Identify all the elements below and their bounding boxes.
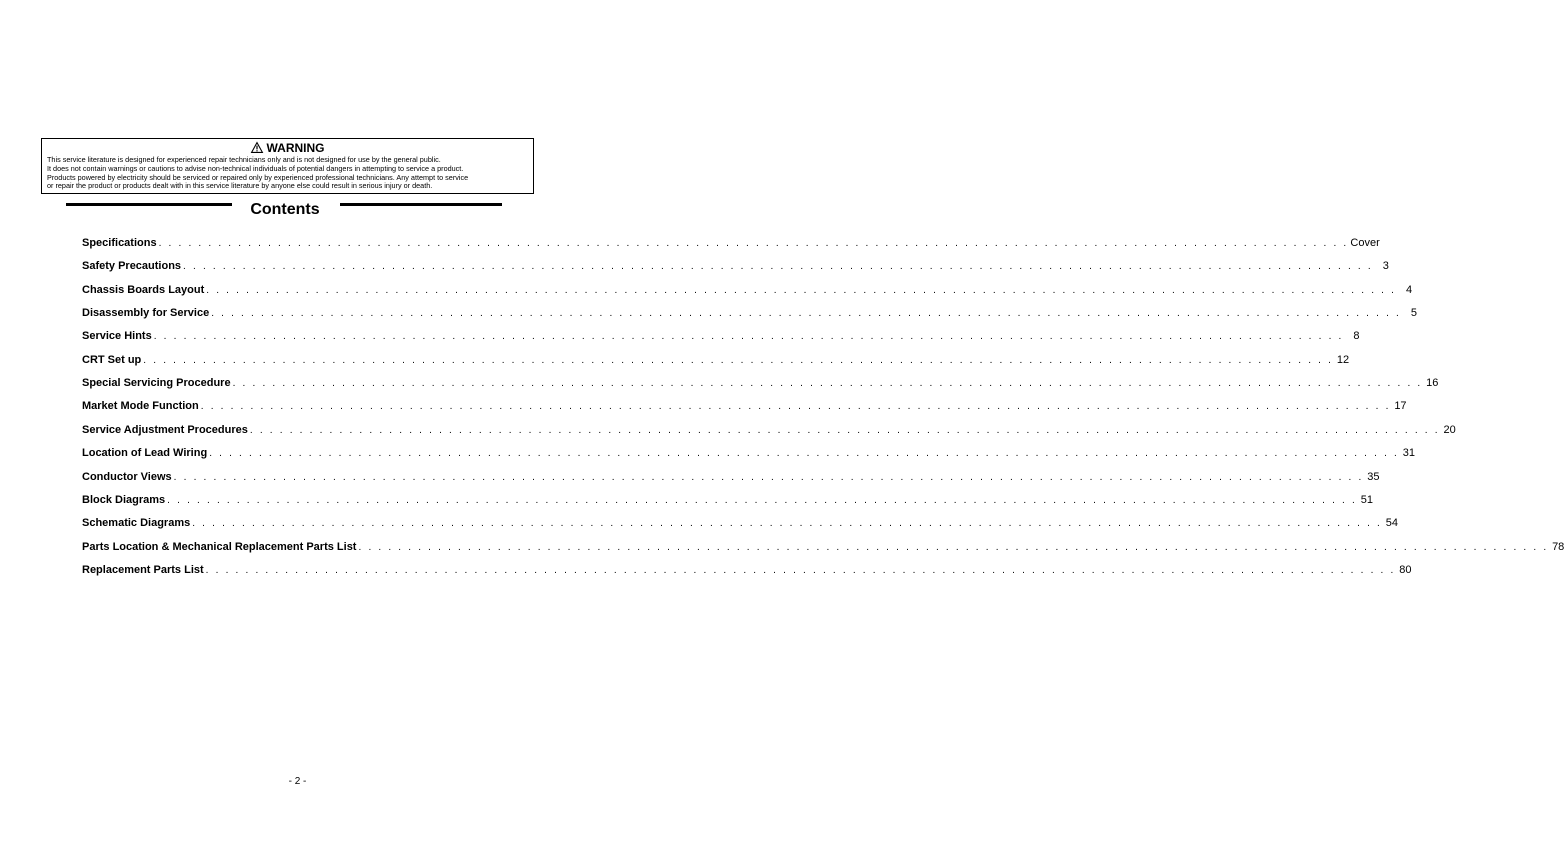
toc-entry-page: 16 bbox=[1426, 377, 1439, 390]
toc-entry[interactable] bbox=[82, 423, 1456, 437]
toc-entry-page: 12 bbox=[1336, 353, 1350, 366]
toc-dot-leader: . . . . . . . . . . . . . . . . . . . . . . . . . . . . . . . . . . . . . . . . . . . . . . . . . . . . . . . . . . . . . . . . . . . . . . . . . . . . . . . . . . . . . . . . . . . . . . . . . . . . . . . . . . . . . . . . . . . . . . . . bbox=[358, 541, 1549, 553]
toc-entry-label: Disassembly for Service bbox=[82, 307, 210, 320]
toc-entry[interactable] bbox=[82, 329, 1360, 343]
warning-title: WARNING bbox=[266, 141, 325, 155]
toc-dot-leader: . . . . . . . . . . . . . . . . . . . . . . . . . . . . . . . . . . . . . . . . . . . . . . . . . . . . . . . . . . . . . . . . . . . . . . . . . . . . . . . . . . . . . . . . . . . . . . . . . . . . . . . . . . . . . . . . . . . . . . . . bbox=[158, 238, 1349, 249]
warning-triangle-icon bbox=[251, 142, 263, 156]
toc-dot-leader: . . . . . . . . . . . . . . . . . . . . . . . . . . . . . . . . . . . . . . . . . . . . . . . . . . . . . . . . . . . . . . . . . . . . . . . . . . . . . . . . . . . . . . . . . . . . . . . . . . . . . . . . . . . . . . . . . . . . . . . . bbox=[249, 424, 1440, 436]
toc-entry-page: 35 bbox=[1367, 470, 1380, 483]
toc-entry-page: 8 bbox=[1353, 330, 1360, 343]
warning-line: or repair the product or products dealt with in this service literature by anyone else could result in serious injury or death. bbox=[47, 181, 433, 191]
toc-entry-page: 3 bbox=[1382, 260, 1389, 273]
toc-entry-page: 17 bbox=[1394, 400, 1407, 413]
toc-entry-label: Block Diagrams bbox=[82, 493, 166, 506]
toc-entry-label: Replacement Parts List bbox=[82, 563, 204, 576]
toc-entry[interactable] bbox=[82, 399, 1407, 413]
toc-dot-leader: . . . . . . . . . . . . . . . . . . . . . . . . . . . . . . . . . . . . . . . . . . . . . . . . . . . . . . . . . . . . . . . . . . . . . . . . . . . . . . . . . . . . . . . . . . . . . . . . . . . . . . . . . . . . . . . . . . . . . . . . bbox=[232, 378, 1423, 390]
toc-entry[interactable] bbox=[82, 283, 1413, 297]
toc-entry-page: 78 bbox=[1552, 540, 1564, 553]
warning-text bbox=[47, 156, 537, 191]
toc-entry-page: 80 bbox=[1399, 563, 1412, 576]
toc-entry[interactable] bbox=[82, 376, 1439, 390]
toc-dot-leader: . . . . . . . . . . . . . . . . . . . . . . . . . . . . . . . . . . . . . . . . . . . . . . . . . . . . . . . . . . . . . . . . . . . . . . . . . . . . . . . . . . . . . . . . . . . . . . . . . . . . . . . . . . . . . . . . . . . . . . . . bbox=[143, 354, 1334, 366]
toc-entry-label: Service Hints bbox=[82, 330, 152, 343]
toc-entry-label: Schematic Diagrams bbox=[82, 517, 191, 530]
toc-entry-label: Market Mode Function bbox=[82, 400, 199, 413]
warning-line: Products powered by electricity should be serviced or repaired only by experienced professional technicians. Any attempt to service bbox=[47, 172, 469, 182]
toc-entry-label: Parts Location & Mechanical Replacement Parts List bbox=[82, 540, 357, 553]
toc-entry-label: CRT Set up bbox=[82, 353, 142, 366]
toc-entry-page: 5 bbox=[1410, 307, 1418, 320]
toc-entry-label: Location of Lead Wiring bbox=[82, 447, 208, 460]
toc-dot-leader: . . . . . . . . . . . . . . . . . . . . . . . . . . . . . . . . . . . . . . . . . . . . . . . . . . . . . . . . . . . . . . . . . . . . . . . . . . . . . . . . . . . . . . . . . . . . . . . . . . . . . . . . . . . . . . . . . . . . . . . . bbox=[167, 494, 1357, 506]
page-number: - 2 - bbox=[288, 776, 307, 787]
toc-entry-label: Special Servicing Procedure bbox=[82, 377, 231, 390]
toc-entry-page: 54 bbox=[1385, 517, 1399, 530]
toc-entry[interactable] bbox=[82, 516, 1399, 530]
toc-entry[interactable] bbox=[82, 259, 1389, 273]
toc-entry-page: Cover bbox=[1350, 237, 1380, 249]
toc-dot-leader: . . . . . . . . . . . . . . . . . . . . . . . . . . . . . . . . . . . . . . . . . . . . . . . . . . . . . . . . . . . . . . . . . . . . . . . . . . . . . . . . . . . . . . . . . . . . . . . . . . . . . . . . . . . . . . . . . . . . . . . . bbox=[209, 448, 1400, 460]
toc-dot-leader: . . . . . . . . . . . . . . . . . . . . . . . . . . . . . . . . . . . . . . . . . . . . . . . . . . . . . . . . . . . . . . . . . . . . . . . . . . . . . . . . . . . . . . . . . . . . . . . . . . . . . . . . . . . . . . . . . . . . . . . . bbox=[153, 331, 1344, 343]
contents-title: Contents bbox=[250, 201, 320, 218]
toc-dot-leader: . . . . . . . . . . . . . . . . . . . . . . . . . . . . . . . . . . . . . . . . . . . . . . . . . . . . . . . . . . . . . . . . . . . . . . . . . . . . . . . . . . . . . . . . . . . . . . . . . . . . . . . . . . . . . . . . . . . . . . . . bbox=[173, 471, 1364, 483]
toc-entry-page: 4 bbox=[1405, 283, 1413, 296]
toc-dot-leader: . . . . . . . . . . . . . . . . . . . . . . . . . . . . . . . . . . . . . . . . . . . . . . . . . . . . . . . . . . . . . . . . . . . . . . . . . . . . . . . . . . . . . . . . . . . . . . . . . . . . . . . . . . . . . . . . . . . . . . . . bbox=[206, 284, 1397, 296]
toc-dot-leader: . . . . . . . . . . . . . . . . . . . . . . . . . . . . . . . . . . . . . . . . . . . . . . . . . . . . . . . . . . . . . . . . . . . . . . . . . . . . . . . . . . . . . . . . . . . . . . . . . . . . . . . . . . . . . . . . . . . . . . . . bbox=[205, 564, 1396, 576]
toc-entry-page: 31 bbox=[1402, 447, 1416, 460]
toc-entry[interactable] bbox=[82, 540, 1564, 554]
toc-entry-label: Conductor Views bbox=[82, 470, 172, 483]
toc-entry[interactable] bbox=[82, 353, 1350, 367]
warning-heading bbox=[42, 142, 533, 156]
toc-dot-leader: . . . . . . . . . . . . . . . . . . . . . . . . . . . . . . . . . . . . . . . . . . . . . . . . . . . . . . . . . . . . . . . . . . . . . . . . . . . . . . . . . . . . . . . . . . . . . . . . . . . . . . . . . . . . . . . . . . . . . . . . bbox=[200, 401, 1391, 413]
toc-entry[interactable] bbox=[82, 493, 1373, 507]
toc-entry[interactable] bbox=[82, 446, 1416, 460]
toc-entry-page: 51 bbox=[1360, 493, 1373, 506]
toc-entry-page: 20 bbox=[1443, 423, 1456, 436]
toc-dot-leader: . . . . . . . . . . . . . . . . . . . . . . . . . . . . . . . . . . . . . . . . . . . . . . . . . . . . . . . . . . . . . . . . . . . . . . . . . . . . . . . . . . . . . . . . . . . . . . . . . . . . . . . . . . . . . . . . . . . . . . . . bbox=[183, 261, 1373, 273]
toc-entry[interactable] bbox=[82, 306, 1418, 320]
toc-entry-label: Specifications bbox=[82, 237, 157, 249]
toc-entry[interactable] bbox=[82, 563, 1412, 577]
warning-box bbox=[41, 138, 534, 194]
toc-entry-label: Service Adjustment Procedures bbox=[82, 423, 248, 436]
toc-entry-label: Safety Precautions bbox=[82, 260, 182, 273]
contents-rule-right bbox=[340, 203, 502, 206]
contents-rule-left bbox=[66, 203, 232, 206]
toc-dot-leader: . . . . . . . . . . . . . . . . . . . . . . . . . . . . . . . . . . . . . . . . . . . . . . . . . . . . . . . . . . . . . . . . . . . . . . . . . . . . . . . . . . . . . . . . . . . . . . . . . . . . . . . . . . . . . . . . . . . . . . . . bbox=[211, 308, 1402, 320]
warning-line: It does not contain warnings or cautions to advise non-technical individuals of potential dangers in attempting to service a product. bbox=[47, 163, 464, 173]
toc-entry-label: Chassis Boards Layout bbox=[82, 283, 205, 296]
warning-line: This service literature is designed for experienced repair technicians only and is not designed for use by the general public. bbox=[47, 155, 441, 164]
toc-entry[interactable] bbox=[82, 236, 1380, 250]
toc-dot-leader: . . . . . . . . . . . . . . . . . . . . . . . . . . . . . . . . . . . . . . . . . . . . . . . . . . . . . . . . . . . . . . . . . . . . . . . . . . . . . . . . . . . . . . . . . . . . . . . . . . . . . . . . . . . . . . . . . . . . . . . . bbox=[192, 518, 1383, 530]
toc-entry[interactable] bbox=[82, 470, 1380, 484]
